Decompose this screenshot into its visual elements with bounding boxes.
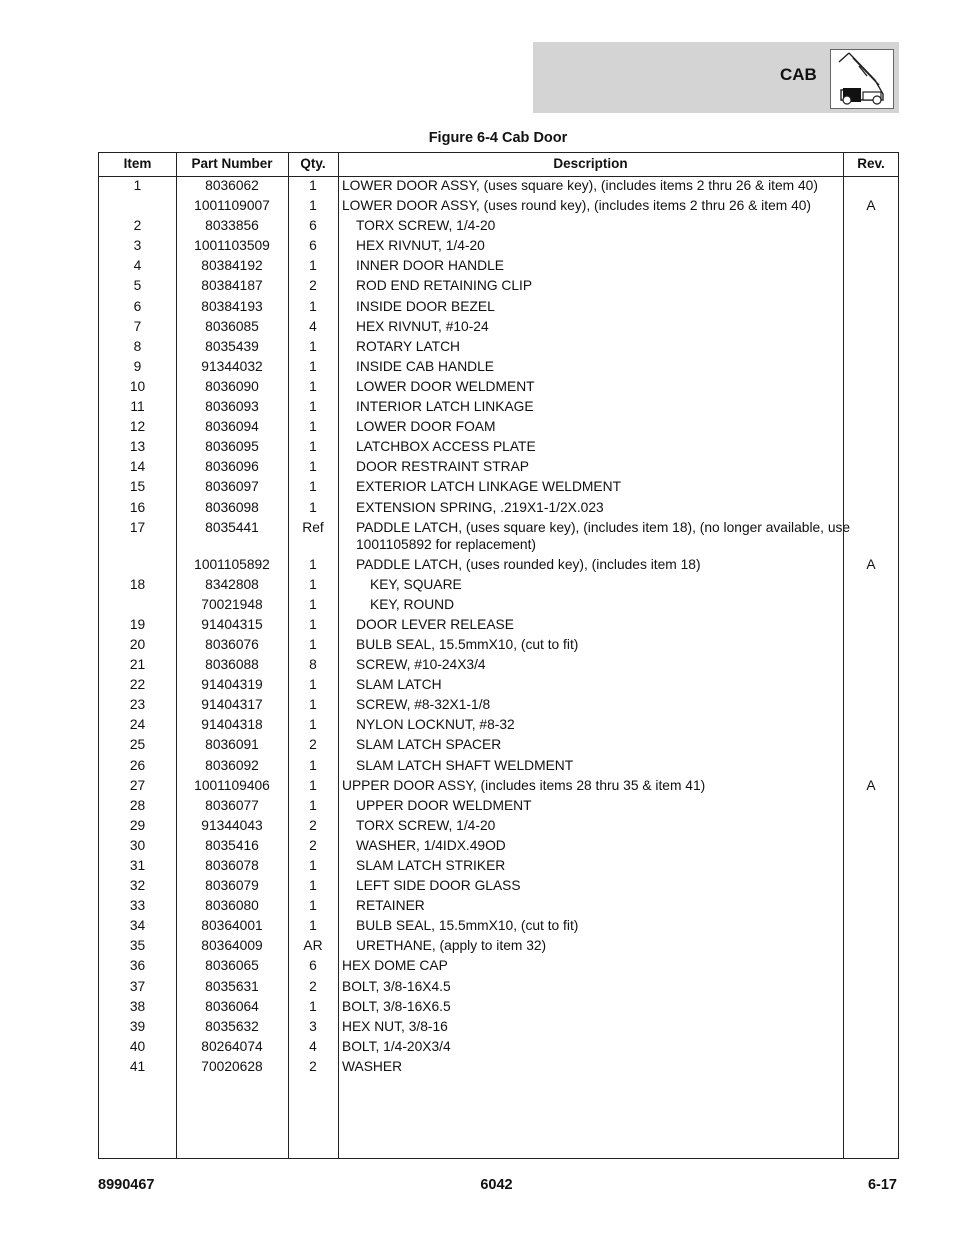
part-number-cell: 8036095 xyxy=(205,439,259,455)
header-rev: Rev. xyxy=(857,156,885,171)
qty-cell: 1 xyxy=(309,419,317,435)
description-cell: NYLON LOCKNUT, #8-32 xyxy=(356,717,515,733)
part-number-cell: 70020628 xyxy=(201,1058,263,1074)
item-cell: 17 xyxy=(129,519,146,535)
item-cell: 5 xyxy=(133,278,142,294)
description-cell: HEX NUT, 3/8-16 xyxy=(342,1018,448,1034)
table-row xyxy=(99,217,898,237)
item-cell: 37 xyxy=(129,978,146,994)
description-cell: ROD END RETAINING CLIP xyxy=(356,278,533,294)
qty-cell: 1 xyxy=(309,198,317,214)
part-number-cell: 8036078 xyxy=(205,858,259,873)
qty-cell: 2 xyxy=(309,837,317,853)
item-cell: 4 xyxy=(133,258,142,274)
part-number-cell: 91404319 xyxy=(201,677,263,693)
description-cell: SLAM LATCH xyxy=(356,677,442,693)
qty-cell: 1 xyxy=(309,358,317,374)
item-cell: 26 xyxy=(129,757,146,773)
part-number-cell: 8036079 xyxy=(205,878,259,894)
table-row xyxy=(99,797,898,817)
description-cell: HEX DOME CAP xyxy=(342,958,448,974)
item-cell: 6 xyxy=(133,298,142,314)
part-number-cell: 8036090 xyxy=(205,378,259,394)
description-cell: SLAM LATCH SPACER xyxy=(356,737,502,753)
qty-cell: 2 xyxy=(309,1058,317,1074)
description-cell: UPPER DOOR ASSY, (includes items 28 thru 35 & item 41) xyxy=(342,777,706,793)
item-cell: 38 xyxy=(129,998,146,1014)
qty-cell: 1 xyxy=(309,596,317,612)
footer-model: 6042 xyxy=(480,1177,513,1193)
description-cell: DOOR LEVER RELEASE xyxy=(356,616,514,632)
description-cell: LOWER DOOR FOAM xyxy=(356,419,496,435)
qty-cell: 1 xyxy=(309,459,317,475)
table-body xyxy=(99,177,898,1078)
table-row xyxy=(99,338,898,358)
rev-cell: A xyxy=(866,198,876,214)
part-number-cell: 8033856 xyxy=(205,218,259,234)
item-cell: 22 xyxy=(129,677,146,693)
item-cell: 25 xyxy=(129,737,146,753)
qty-cell: 1 xyxy=(309,439,317,455)
qty-cell: 1 xyxy=(309,178,317,193)
qty-cell: 2 xyxy=(309,978,317,994)
table-row xyxy=(99,318,898,338)
table-row xyxy=(99,418,898,438)
rev-cell: A xyxy=(866,777,876,793)
table-row xyxy=(99,696,898,716)
qty-cell: 1 xyxy=(309,636,317,652)
part-number-cell: 91344043 xyxy=(201,817,263,833)
part-number-cell: 8036093 xyxy=(205,399,259,415)
qty-cell: 1 xyxy=(309,677,317,693)
table-row xyxy=(99,1038,898,1058)
part-number-cell: 1001103509 xyxy=(194,238,270,254)
footer-document-number: 8990467 xyxy=(98,1177,155,1193)
part-number-cell: 8036092 xyxy=(205,757,259,773)
description-cell: WASHER xyxy=(342,1058,403,1074)
item-cell: 29 xyxy=(129,817,146,833)
description-cell: DOOR RESTRAINT STRAP xyxy=(356,459,529,475)
part-number-cell: 80384187 xyxy=(201,278,263,294)
item-cell: 31 xyxy=(129,858,146,873)
description-cell: INTERIOR LATCH LINKAGE xyxy=(356,399,534,415)
table-row xyxy=(99,458,898,478)
qty-cell: 2 xyxy=(309,817,317,833)
item-cell: 20 xyxy=(129,636,146,652)
figure-title: Figure 6-4 Cab Door xyxy=(428,130,568,146)
item-cell: 30 xyxy=(129,837,146,853)
qty-cell: 1 xyxy=(309,757,317,773)
footer-page-number: 6-17 xyxy=(867,1177,897,1193)
part-number-cell: 80384193 xyxy=(201,298,263,314)
qty-cell: 4 xyxy=(309,318,317,334)
part-number-cell: 8036080 xyxy=(205,898,259,914)
description-cell: BULB SEAL, 15.5mmX10, (cut to fit) xyxy=(356,636,579,652)
item-cell: 35 xyxy=(129,938,146,954)
qty-cell: 1 xyxy=(309,258,317,274)
qty-cell: 1 xyxy=(309,717,317,733)
qty-cell: 2 xyxy=(309,737,317,753)
part-number-cell: 80364009 xyxy=(201,938,263,954)
table-row xyxy=(99,656,898,676)
table-row xyxy=(99,736,898,756)
part-number-cell: 1001105892 xyxy=(194,556,270,572)
description-cell: WASHER, 1/4IDX.49OD xyxy=(356,837,506,853)
table-row xyxy=(99,937,898,957)
table-row xyxy=(99,177,898,197)
description-cell: BOLT, 3/8-16X6.5 xyxy=(342,998,451,1014)
item-cell: 32 xyxy=(129,878,146,894)
qty-cell: 1 xyxy=(309,576,317,592)
item-cell: 27 xyxy=(129,777,146,793)
qty-cell: AR xyxy=(303,938,323,954)
table-row xyxy=(99,378,898,398)
item-cell: 41 xyxy=(129,1058,146,1074)
part-number-cell: 8342808 xyxy=(205,576,259,592)
table-row xyxy=(99,277,898,297)
table-row xyxy=(99,877,898,897)
description-cell: HEX RIVNUT, #10-24 xyxy=(356,318,489,334)
part-number-cell: 8036085 xyxy=(205,318,259,334)
item-cell: 11 xyxy=(130,399,145,415)
item-cell: 23 xyxy=(129,697,146,713)
part-number-cell: 8035632 xyxy=(205,1018,259,1034)
part-number-cell: 8036098 xyxy=(205,499,259,515)
item-cell: 9 xyxy=(133,358,142,374)
item-cell: 14 xyxy=(129,459,146,475)
description-cell: KEY, SQUARE xyxy=(370,576,462,592)
description-cell: BOLT, 3/8-16X4.5 xyxy=(342,978,451,994)
item-cell: 7 xyxy=(133,318,142,334)
part-number-cell: 1001109406 xyxy=(194,777,270,793)
description-cell: BULB SEAL, 15.5mmX10, (cut to fit) xyxy=(356,918,579,934)
description-cell: LOWER DOOR WELDMENT xyxy=(356,378,535,394)
item-cell: 16 xyxy=(129,499,146,515)
table-row xyxy=(99,917,898,937)
table-row xyxy=(99,716,898,736)
qty-cell: 1 xyxy=(309,697,317,713)
qty-cell: 1 xyxy=(309,378,317,394)
table-row xyxy=(99,676,898,696)
description-cell: EXTERIOR LATCH LINKAGE WELDMENT xyxy=(356,479,621,495)
qty-cell: 1 xyxy=(309,338,317,354)
description-cell: SLAM LATCH STRIKER xyxy=(356,858,506,873)
item-cell: 2 xyxy=(133,218,142,234)
item-cell: 21 xyxy=(129,657,146,673)
part-number-cell: 91404317 xyxy=(201,697,263,713)
table-row xyxy=(99,556,898,576)
table-row xyxy=(99,757,898,777)
header-description: Description xyxy=(553,156,628,171)
item-cell: 36 xyxy=(129,958,146,974)
table-row xyxy=(99,257,898,277)
qty-cell: 6 xyxy=(309,238,317,254)
table-row xyxy=(99,519,898,556)
qty-cell: 1 xyxy=(309,479,317,495)
item-cell: 12 xyxy=(129,419,146,435)
part-number-cell: 8036091 xyxy=(205,737,259,753)
item-cell: 13 xyxy=(129,439,146,455)
table-row xyxy=(99,499,898,519)
qty-cell: 1 xyxy=(309,777,317,793)
table-row xyxy=(99,358,898,378)
qty-cell: 1 xyxy=(309,898,317,914)
item-cell: 40 xyxy=(129,1038,146,1054)
rev-cell: A xyxy=(866,556,876,572)
part-number-cell: 8036096 xyxy=(205,459,259,475)
table-row xyxy=(99,197,898,217)
item-cell: 1 xyxy=(133,178,142,193)
item-cell: 34 xyxy=(129,918,146,934)
part-number-cell: 80264074 xyxy=(201,1038,263,1054)
qty-cell: 1 xyxy=(309,858,317,873)
table-row xyxy=(99,438,898,458)
qty-cell: 1 xyxy=(309,878,317,894)
part-number-cell: 8036077 xyxy=(205,797,259,813)
part-number-cell: 8036076 xyxy=(205,636,259,652)
part-number-cell: 80384192 xyxy=(201,258,263,274)
description-cell: KEY, ROUND xyxy=(370,596,455,612)
table-row xyxy=(99,576,898,596)
description-cell: SCREW, #10-24X3/4 xyxy=(356,657,486,673)
part-number-cell: 1001109007 xyxy=(194,198,270,214)
description-cell: UPPER DOOR WELDMENT xyxy=(356,797,532,813)
parts-table xyxy=(98,152,899,1159)
qty-cell: 2 xyxy=(309,278,317,294)
qty-cell: 6 xyxy=(309,218,317,234)
description-cell: RETAINER xyxy=(356,898,425,914)
part-number-cell: 8036094 xyxy=(205,419,259,435)
item-cell: 8 xyxy=(133,338,142,354)
description-cell: INSIDE DOOR BEZEL xyxy=(356,298,495,314)
description-cell: HEX RIVNUT, 1/4-20 xyxy=(356,238,485,254)
description-cell: PADDLE LATCH, (uses square key), (includes item 18), (no longer available, use 1001105892 for replacement) xyxy=(356,519,851,552)
item-cell: 33 xyxy=(129,898,146,914)
section-title: CAB xyxy=(780,65,817,84)
qty-cell: 1 xyxy=(309,998,317,1014)
table-row xyxy=(99,478,898,498)
qty-cell: 1 xyxy=(309,298,317,314)
item-cell: 3 xyxy=(133,238,142,254)
item-cell: 10 xyxy=(129,378,146,394)
part-number-cell: 91404318 xyxy=(201,717,263,733)
description-cell: LATCHBOX ACCESS PLATE xyxy=(356,439,536,455)
cab-machine-icon xyxy=(830,49,894,109)
part-number-cell: 80364001 xyxy=(201,918,263,934)
table-row xyxy=(99,837,898,857)
table-row xyxy=(99,957,898,977)
table-row xyxy=(99,998,898,1018)
description-cell: ROTARY LATCH xyxy=(356,338,461,354)
item-cell: 15 xyxy=(129,479,146,495)
qty-cell: 8 xyxy=(309,657,317,673)
part-number-cell: 8036065 xyxy=(205,958,259,974)
qty-cell: Ref xyxy=(302,519,324,535)
description-cell: INSIDE CAB HANDLE xyxy=(356,358,495,374)
description-cell: TORX SCREW, 1/4-20 xyxy=(356,817,496,833)
part-number-cell: 70021948 xyxy=(201,596,263,612)
qty-cell: 1 xyxy=(309,797,317,813)
part-number-cell: 8036097 xyxy=(205,479,259,495)
header-part-number: Part Number xyxy=(191,156,273,171)
qty-cell: 1 xyxy=(309,499,317,515)
part-number-cell: 8036062 xyxy=(205,178,259,193)
description-cell: PADDLE LATCH, (uses rounded key), (includes item 18) xyxy=(356,556,701,572)
table-header xyxy=(99,153,898,177)
qty-cell: 1 xyxy=(309,616,317,632)
qty-cell: 4 xyxy=(309,1038,317,1054)
qty-cell: 1 xyxy=(309,918,317,934)
table-row xyxy=(99,1018,898,1038)
part-number-cell: 8035416 xyxy=(205,837,259,853)
description-cell: URETHANE, (apply to item 32) xyxy=(356,938,547,954)
table-row xyxy=(99,636,898,656)
description-cell: LOWER DOOR ASSY, (uses square key), (includes items 2 thru 26 & item 40) xyxy=(342,178,818,193)
description-cell: INNER DOOR HANDLE xyxy=(356,258,504,274)
table-row xyxy=(99,817,898,837)
table-row xyxy=(99,1058,898,1078)
part-number-cell: 91344032 xyxy=(201,358,263,374)
part-number-cell: 8035439 xyxy=(205,338,259,354)
qty-cell: 1 xyxy=(309,399,317,415)
part-number-cell: 8035441 xyxy=(205,519,259,535)
item-cell: 28 xyxy=(129,797,146,813)
item-cell: 24 xyxy=(129,717,146,733)
table-row xyxy=(99,857,898,877)
item-cell: 19 xyxy=(129,616,146,632)
header-qty: Qty. xyxy=(300,156,326,171)
table-row xyxy=(99,398,898,418)
part-number-cell: 91404315 xyxy=(201,616,263,632)
qty-cell: 3 xyxy=(309,1018,317,1034)
table-row xyxy=(99,777,898,797)
table-row xyxy=(99,616,898,636)
description-cell: SLAM LATCH SHAFT WELDMENT xyxy=(356,757,574,773)
part-number-cell: 8035631 xyxy=(205,978,259,994)
qty-cell: 1 xyxy=(309,556,317,572)
qty-cell: 6 xyxy=(309,958,317,974)
part-number-cell: 8036064 xyxy=(205,998,259,1014)
table-row xyxy=(99,897,898,917)
description-cell: TORX SCREW, 1/4-20 xyxy=(356,218,496,234)
table-row xyxy=(99,596,898,616)
item-cell: 18 xyxy=(129,576,146,592)
description-cell: LEFT SIDE DOOR GLASS xyxy=(356,878,521,894)
description-cell: EXTENSION SPRING, .219X1-1/2X.023 xyxy=(356,499,604,515)
table-row xyxy=(99,298,898,318)
description-cell: LOWER DOOR ASSY, (uses round key), (includes items 2 thru 26 & item 40) xyxy=(342,198,812,214)
description-cell: SCREW, #8-32X1-1/8 xyxy=(356,697,491,713)
table-row xyxy=(99,237,898,257)
description-cell: BOLT, 1/4-20X3/4 xyxy=(342,1038,451,1054)
table-row xyxy=(99,978,898,998)
header-item: Item xyxy=(123,156,152,171)
part-number-cell: 8036088 xyxy=(205,657,259,673)
item-cell: 39 xyxy=(129,1018,146,1034)
